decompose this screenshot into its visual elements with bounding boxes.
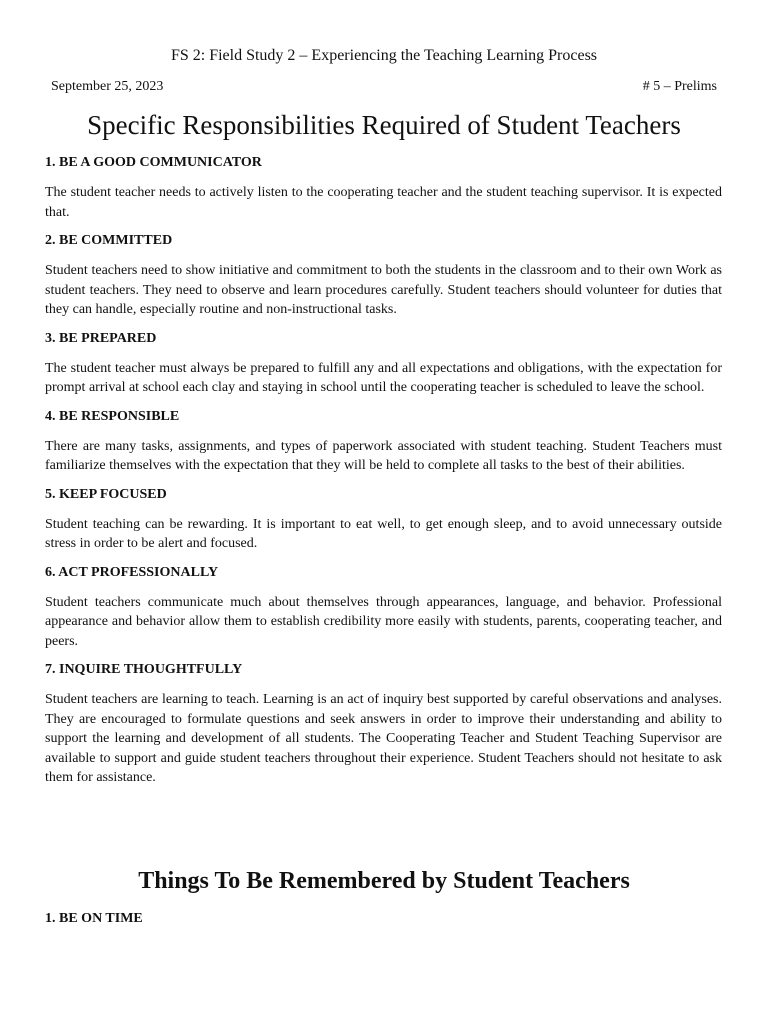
section-communicator	[45, 154, 722, 222]
section-text: There are many tasks, assignments, and types of paperwork associated with student teaching. Student Teachers must familiarize themselves with the expectation that they will be held to complete all tasks to the best of their abilities.	[45, 438, 722, 473]
course-title: FS 2: Field Study 2 – Experiencing the Teaching Learning Process	[170, 47, 598, 64]
document-reference: # 5 – Prelims	[642, 79, 717, 94]
section-text: The student teacher must always be prepared to fulfill any and all expectations and obligations, with the expectation for prompt arrival at school each clay and staying in school until the cooperating teacher is scheduled to leave the school.	[45, 360, 722, 395]
section-prepared	[45, 330, 722, 398]
section-heading: 7. INQUIRE THOUGHTFULLY	[45, 662, 243, 677]
section-committed	[45, 232, 722, 320]
section-heading: 1. BE A GOOD COMMUNICATOR	[45, 155, 262, 170]
section-heading: 2. BE COMMITTED	[45, 233, 173, 248]
section-responsible	[45, 408, 722, 476]
section-heading: 3. BE PREPARED	[45, 330, 157, 346]
section-text: Student teachers are learning to teach. Learning is an act of inquiry best supported by careful observations and analyses. They are encouraged to formulate questions and seek answers in order to improve their understanding and ability to support the learning and development of all students. The Cooperating Teacher and Student Teaching Supervisor are available to support and guide student teachers throughout their experience. Student Teachers should not hesitate to ask them for assistance.	[45, 692, 722, 785]
main-title: Specific Responsibilities Required of Student Teachers	[87, 110, 681, 140]
section-text: Student teaching can be rewarding. It is important to eat well, to get enough sleep, and to avoid unnecessary outside stress in order to be alert and focused.	[45, 516, 722, 551]
section-heading-on-time: 1. BE ON TIME	[45, 911, 143, 926]
document-date: September 25, 2023	[51, 79, 164, 94]
section-heading: 4. BE RESPONSIBLE	[45, 408, 180, 424]
section-inquire	[45, 661, 722, 788]
section-focused	[45, 486, 722, 554]
responsibilities-list	[45, 154, 722, 798]
section-heading: 6. ACT PROFESSIONALLY	[45, 564, 219, 580]
section-text: Student teachers need to show initiative and commitment to both the students in the classroom and to their own Work as student teachers. They need to observe and learn procedures carefully. Student teachers should volunteer for duties that they can handle, especially routine and non-instructional tasks.	[45, 263, 722, 317]
second-title: Things To Be Remembered by Student Teachers	[138, 868, 630, 894]
section-text: The student teacher needs to actively listen to the cooperating teacher and the student teaching supervisor. It is expected that.	[45, 185, 722, 220]
section-heading: 5. KEEP FOCUSED	[45, 486, 167, 502]
section-text: Student teachers communicate much about themselves through appearances, language, and behavior. Professional appearance and behavior allow them to establish credibility more easily with students, parents, cooperating teacher, and peers.	[45, 594, 722, 649]
section-professional	[45, 564, 722, 652]
